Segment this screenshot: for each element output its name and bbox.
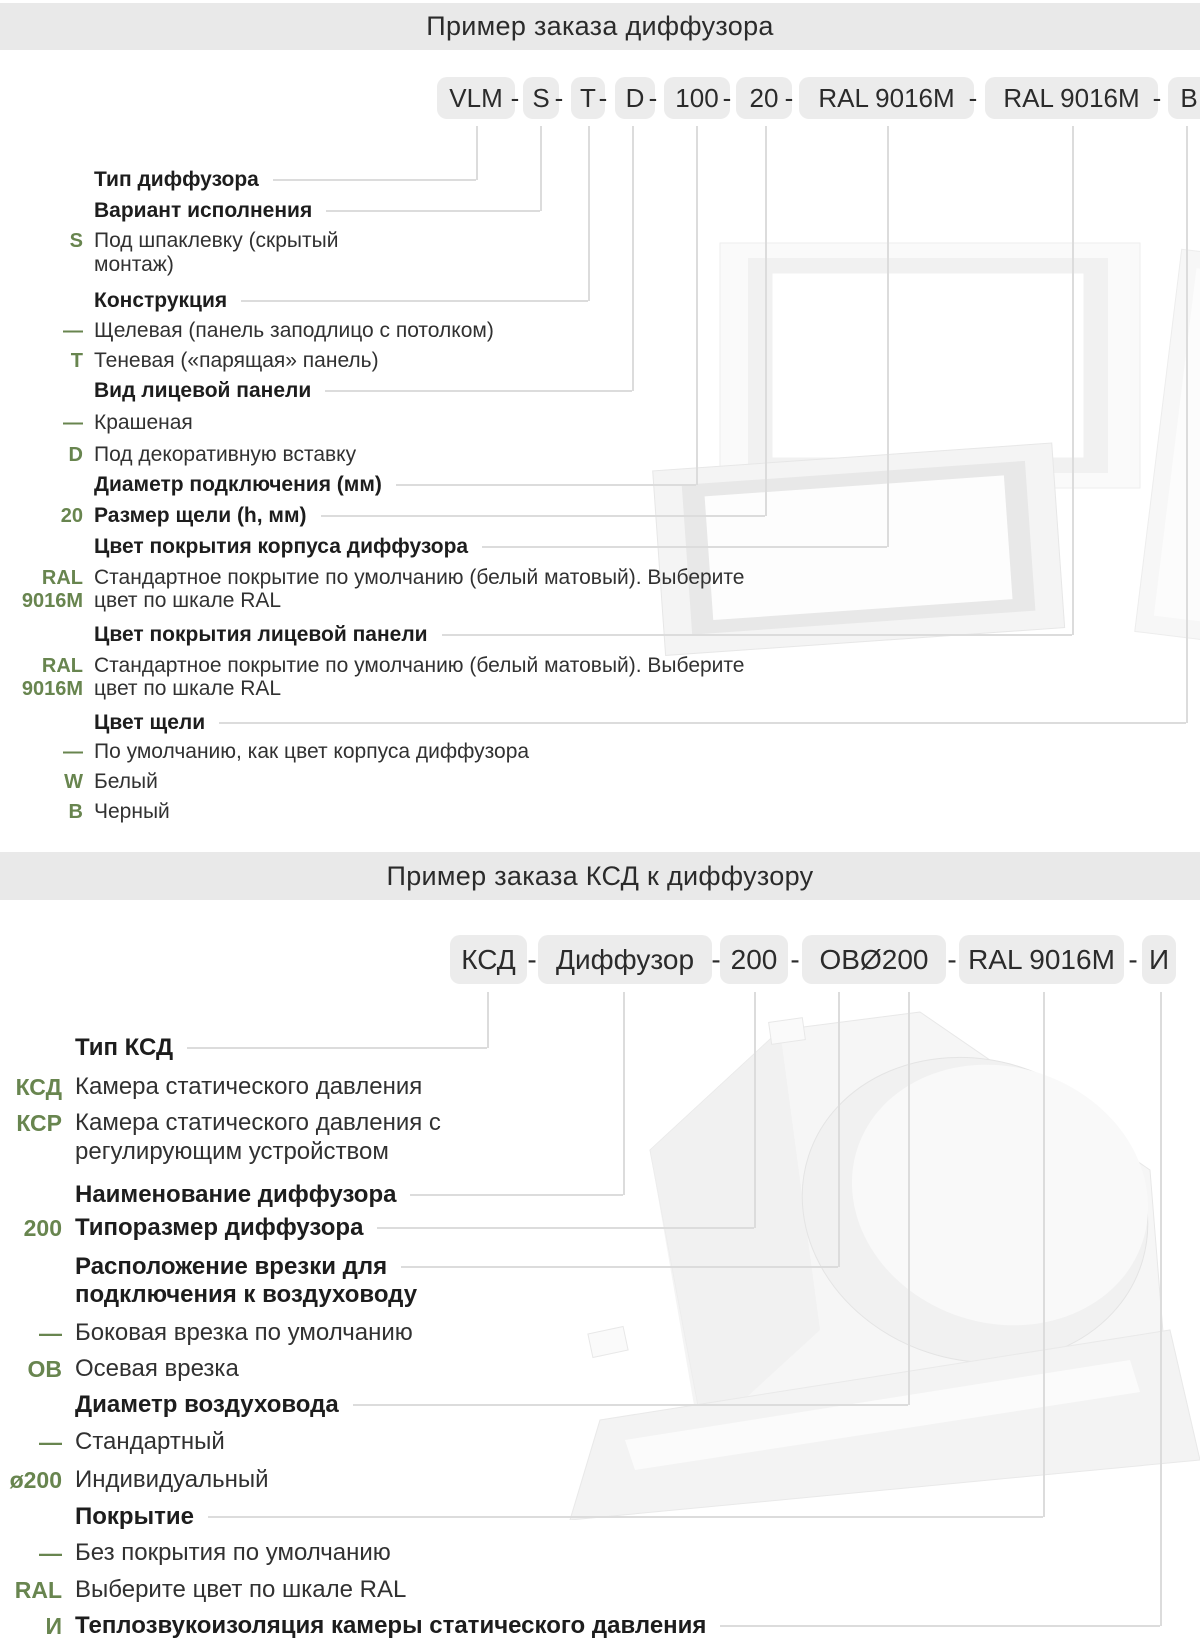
leader-line — [353, 1404, 908, 1406]
option-code: — — [39, 1320, 62, 1346]
connector-line — [1043, 992, 1045, 1517]
chip-ral: RAL 9016M — [959, 935, 1124, 984]
option-code: W — [64, 771, 83, 793]
code-separator: - — [968, 82, 978, 113]
code-separator: - — [1128, 943, 1138, 975]
legend-option: — Стандартный — [0, 1427, 225, 1457]
legend-group-label: Вариант исполнения — [0, 198, 540, 224]
legend-option: RAL Стандартное покрытие по умолчанию (белый матовый). Выберите — [0, 565, 744, 591]
chip-s: S — [523, 77, 559, 119]
connector-line — [887, 126, 889, 547]
legend-option: B Черный — [0, 799, 170, 825]
option-code: T — [70, 350, 83, 372]
legend-group-label: Цвет покрытия лицевой панели — [0, 622, 1072, 648]
leader-line — [377, 1227, 754, 1229]
option-code: КСР — [16, 1110, 62, 1136]
chip-20: 20 — [736, 77, 792, 119]
option-code: — — [39, 1540, 62, 1566]
chip-ral-panel: RAL 9016M — [985, 77, 1158, 119]
code-separator: - — [598, 82, 608, 113]
connector-line — [588, 126, 590, 301]
option-code: RAL — [41, 655, 83, 677]
code-separator: - — [790, 943, 800, 975]
option-code: ОВ — [27, 1356, 62, 1382]
chip-200: 200 — [720, 935, 788, 984]
option-code: ø200 — [9, 1467, 62, 1493]
legend-option: — Без покрытия по умолчанию — [0, 1538, 391, 1568]
legend-group-label: Наименование диффузора — [0, 1180, 623, 1210]
connector-line — [540, 126, 542, 211]
legend-group-label: Вид лицевой панели — [0, 378, 632, 404]
legend-option: RAL Стандартное покрытие по умолчанию (белый матовый). Выберите — [0, 653, 744, 679]
legend-option: ø200 Индивидуальный — [0, 1465, 269, 1495]
option-code: КСД — [15, 1074, 62, 1100]
diffuser-product-image — [620, 228, 1200, 678]
chip-diffuser: Диффузор — [538, 935, 712, 984]
legend-group-label: Диаметр подключения (мм) — [0, 472, 696, 498]
legend-group-label: Покрытие — [0, 1502, 1043, 1532]
leader-line — [241, 300, 588, 302]
legend-group-label: Расположение врезки для — [0, 1252, 838, 1282]
leader-line — [325, 390, 632, 392]
legend-option: — Крашеная — [0, 410, 193, 436]
leader-line — [396, 484, 696, 486]
option-code: 9016M — [21, 590, 83, 612]
code-separator: - — [784, 82, 794, 113]
legend-option: ОВ Осевая врезка — [0, 1354, 239, 1384]
chip-ksd: КСД — [450, 935, 527, 984]
leader-line — [442, 634, 1072, 636]
code-separator: - — [722, 82, 732, 113]
connector-line — [487, 992, 489, 1048]
leader-line — [187, 1047, 487, 1049]
option-code: S — [69, 230, 83, 252]
connector-line — [623, 992, 625, 1195]
section1-title: Пример заказа диффузора — [426, 11, 774, 41]
option-code: B — [68, 801, 83, 823]
legend-group-label: Конструкция — [0, 288, 588, 314]
legend-option: D Под декоративную вставку — [0, 442, 356, 468]
code-separator: - — [648, 82, 658, 113]
chip-t: T — [571, 77, 605, 119]
leader-line — [326, 210, 540, 212]
code-separator: - — [711, 943, 721, 975]
legend-option: КСР Камера статического давления с — [0, 1108, 441, 1138]
option-code: — — [63, 741, 83, 763]
option-code: — — [39, 1429, 62, 1455]
chip-d: D — [615, 77, 655, 119]
legend-group-label: Тип КСД — [0, 1033, 487, 1063]
section2-title: Пример заказа КСД к диффузору — [386, 860, 814, 891]
leader-line — [219, 722, 1186, 724]
legend-option: W Белый — [0, 769, 158, 795]
connector-line — [838, 992, 840, 1267]
option-code: И — [45, 1613, 62, 1639]
connector-line — [476, 126, 478, 180]
legend-group-label: Тип диффузора — [0, 167, 476, 193]
option-code: — — [63, 320, 83, 342]
code-separator: - — [947, 943, 957, 975]
legend-option-cont: регулирующим устройством — [75, 1138, 389, 1165]
chip-ral-body: RAL 9016M — [799, 77, 974, 119]
code-separator: - — [510, 82, 520, 113]
leader-line — [482, 546, 887, 548]
section2-header-bar — [0, 852, 1200, 900]
option-code: RAL — [14, 1577, 62, 1603]
legend-option: — Боковая врезка по умолчанию — [0, 1318, 413, 1348]
legend-group-label: 200 Типоразмер диффузора — [0, 1213, 754, 1243]
leader-line — [410, 1194, 623, 1196]
chip-100: 100 — [664, 77, 730, 119]
code-separator: - — [527, 943, 537, 975]
option-code: — — [63, 412, 83, 434]
legend-group-label: 20 Размер щели (h, мм) — [0, 503, 765, 529]
legend-option-cont: 9016M цвет по шкале RAL — [0, 676, 281, 702]
leader-line — [273, 179, 476, 181]
legend-option: КСД Камера статического давления — [0, 1072, 422, 1102]
chip-ov200: ОВØ200 — [802, 935, 946, 984]
connector-line — [765, 126, 767, 516]
legend-option: T Теневая («парящая» панель) — [0, 348, 379, 374]
leader-line — [720, 1625, 1160, 1627]
code-separator: - — [554, 82, 564, 113]
connector-line — [1160, 992, 1162, 1626]
legend-group-label: Цвет щели — [0, 710, 1186, 736]
chip-vlm: VLM — [437, 77, 515, 119]
chip-b: B — [1168, 77, 1200, 119]
legend-option-cont: 9016M цвет по шкале RAL — [0, 588, 281, 614]
legend-option: — По умолчанию, как цвет корпуса диффузора — [0, 739, 529, 765]
option-code: 9016M — [21, 678, 83, 700]
connector-line — [754, 992, 756, 1228]
option-code: 200 — [23, 1215, 62, 1241]
legend-option: — Щелевая (панель заподлицо с потолком) — [0, 318, 494, 344]
legend-option: RAL Выберите цвет по шкале RAL — [0, 1575, 406, 1605]
connector-line — [632, 126, 634, 391]
legend-option: S Под шпаклевку (скрытый — [0, 228, 338, 254]
leader-line — [401, 1266, 838, 1268]
section1-header-bar — [0, 3, 1200, 50]
leader-line — [321, 515, 766, 517]
code-separator: - — [1152, 82, 1162, 113]
chip-i: И — [1142, 935, 1176, 984]
leader-line — [208, 1516, 1043, 1518]
legend-group-label: И Теплозвукоизоляция камеры статического давления — [0, 1611, 1160, 1641]
connector-line — [908, 992, 910, 1405]
option-code: 20 — [60, 505, 83, 527]
legend-group-label-cont: подключения к воздуховоду — [75, 1281, 418, 1308]
legend-option-cont: монтаж) — [94, 253, 174, 276]
connector-line — [1072, 126, 1074, 635]
legend-group-label: Диаметр воздуховода — [0, 1390, 908, 1420]
connector-line — [1186, 126, 1188, 723]
connector-line — [696, 126, 698, 485]
legend-group-label: Цвет покрытия корпуса диффузора — [0, 534, 887, 560]
option-code: D — [68, 444, 83, 466]
option-code: RAL — [41, 567, 83, 589]
